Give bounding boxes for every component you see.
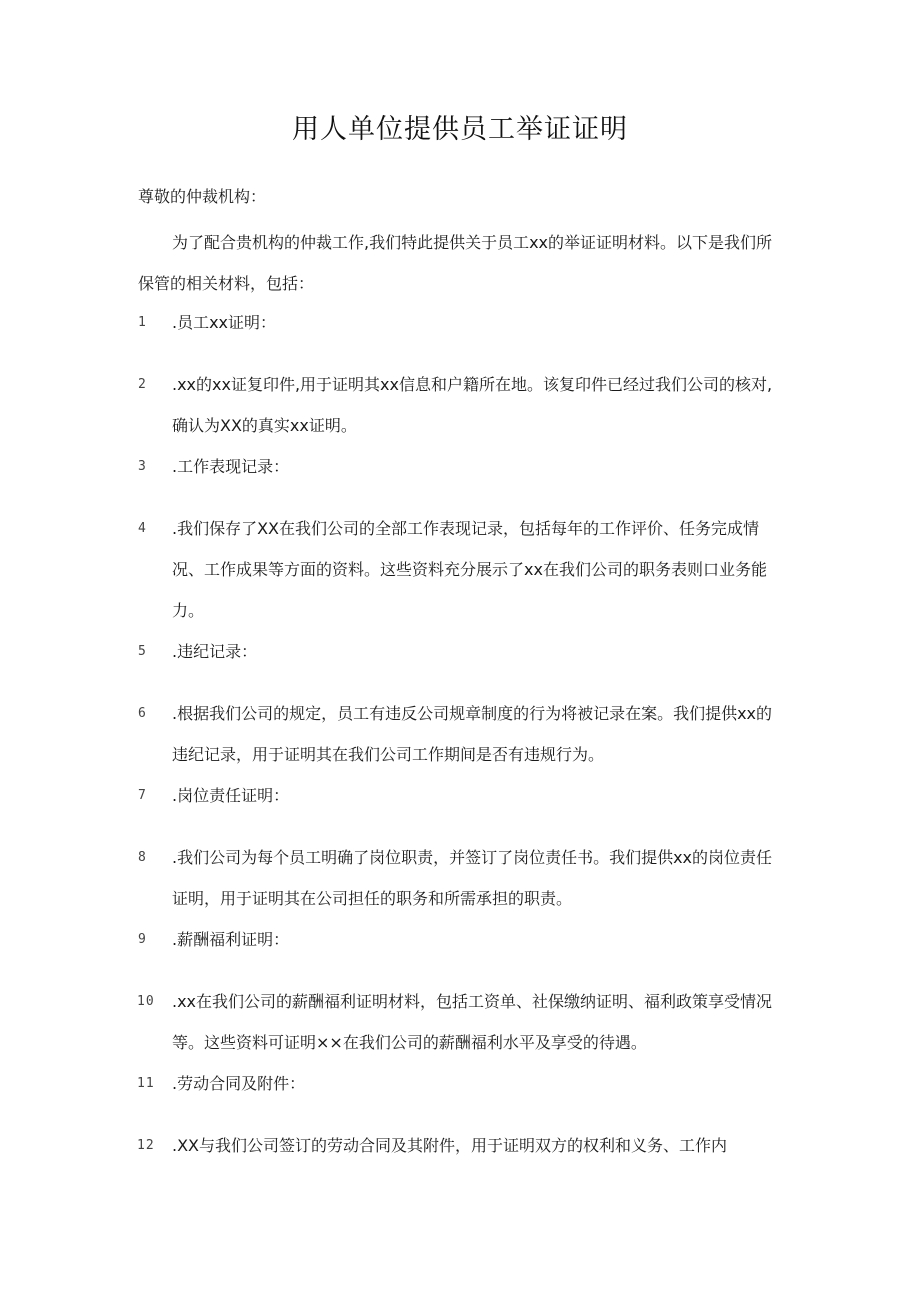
list-item [138, 631, 788, 672]
list-item [138, 1063, 788, 1104]
item-number: 9 [138, 932, 147, 947]
list-item [138, 508, 788, 631]
item-text: .岗位责任证明： [172, 786, 290, 805]
list-item [138, 302, 788, 343]
item-text: .违纪记录： [172, 642, 258, 661]
item-text: .根据我们公司的规定，员工有违反公司规章制度的行为将被记录在案。我们提供xx的违纪记录，用于证明其在我们公司工作期间是否有违规行为。 [172, 704, 773, 764]
item-text: .XX与我们公司签订的劳动合同及其附件，用于证明双方的权利和义务、工作内 [172, 1136, 728, 1155]
list-item [138, 1125, 788, 1166]
item-text: .薪酬福利证明： [172, 930, 290, 949]
item-text: .劳动合同及附件： [172, 1074, 306, 1093]
item-text: .我们保存了XX在我们公司的全部工作表现记录，包括每年的工作评价、任务完成情况、工作成果等方面的资料。这些资料充分展示了xx在我们公司的职务表则口业务能力。 [172, 519, 767, 620]
intro-paragraph: 为了配合贵机构的仲裁工作,我们特此提供关于员工xx的举证证明材料。以下是我们所保管的相关材料，包括： [138, 233, 773, 293]
item-number: 11 [137, 1076, 155, 1091]
item-number: 3 [138, 459, 147, 474]
item-number: 1 [138, 315, 147, 330]
item-text: .我们公司为每个员工明确了岗位职责，并签订了岗位责任书。我们提供xx的岗位责任证明，用于证明其在公司担任的职务和所需承担的职责。 [172, 848, 773, 908]
evidence-list [138, 302, 788, 1166]
list-item [138, 446, 788, 487]
list-item [138, 364, 788, 446]
list-item [138, 919, 788, 960]
item-text: .xx的xx证复印件,用于证明其xx信息和户籍所在地。该复印件已经过我们公司的核对,确认为XX的真实xx证明。 [172, 375, 773, 435]
item-number: 6 [138, 706, 147, 721]
item-text: .员工xx证明： [172, 313, 277, 332]
list-item [138, 693, 788, 775]
list-item [138, 981, 788, 1063]
item-number: 8 [138, 850, 147, 865]
list-item [138, 775, 788, 816]
item-number: 5 [138, 644, 147, 659]
item-text: .xx在我们公司的薪酬福利证明材料，包括工资单、社保缴纳证明、福利政策享受情况等。这些资料可证明××在我们公司的薪酬福利水平及享受的待遇。 [172, 992, 773, 1052]
item-number: 4 [138, 521, 147, 536]
salutation: 尊敬的仲裁机构： [138, 187, 267, 206]
item-number: 10 [137, 994, 155, 1009]
list-item [138, 837, 788, 919]
item-number: 12 [137, 1138, 155, 1153]
item-number: 7 [138, 788, 147, 803]
item-text: .工作表现记录： [172, 457, 290, 476]
item-number: 2 [138, 377, 147, 392]
page-title: 用人单位提供员工举证证明 [292, 114, 628, 145]
